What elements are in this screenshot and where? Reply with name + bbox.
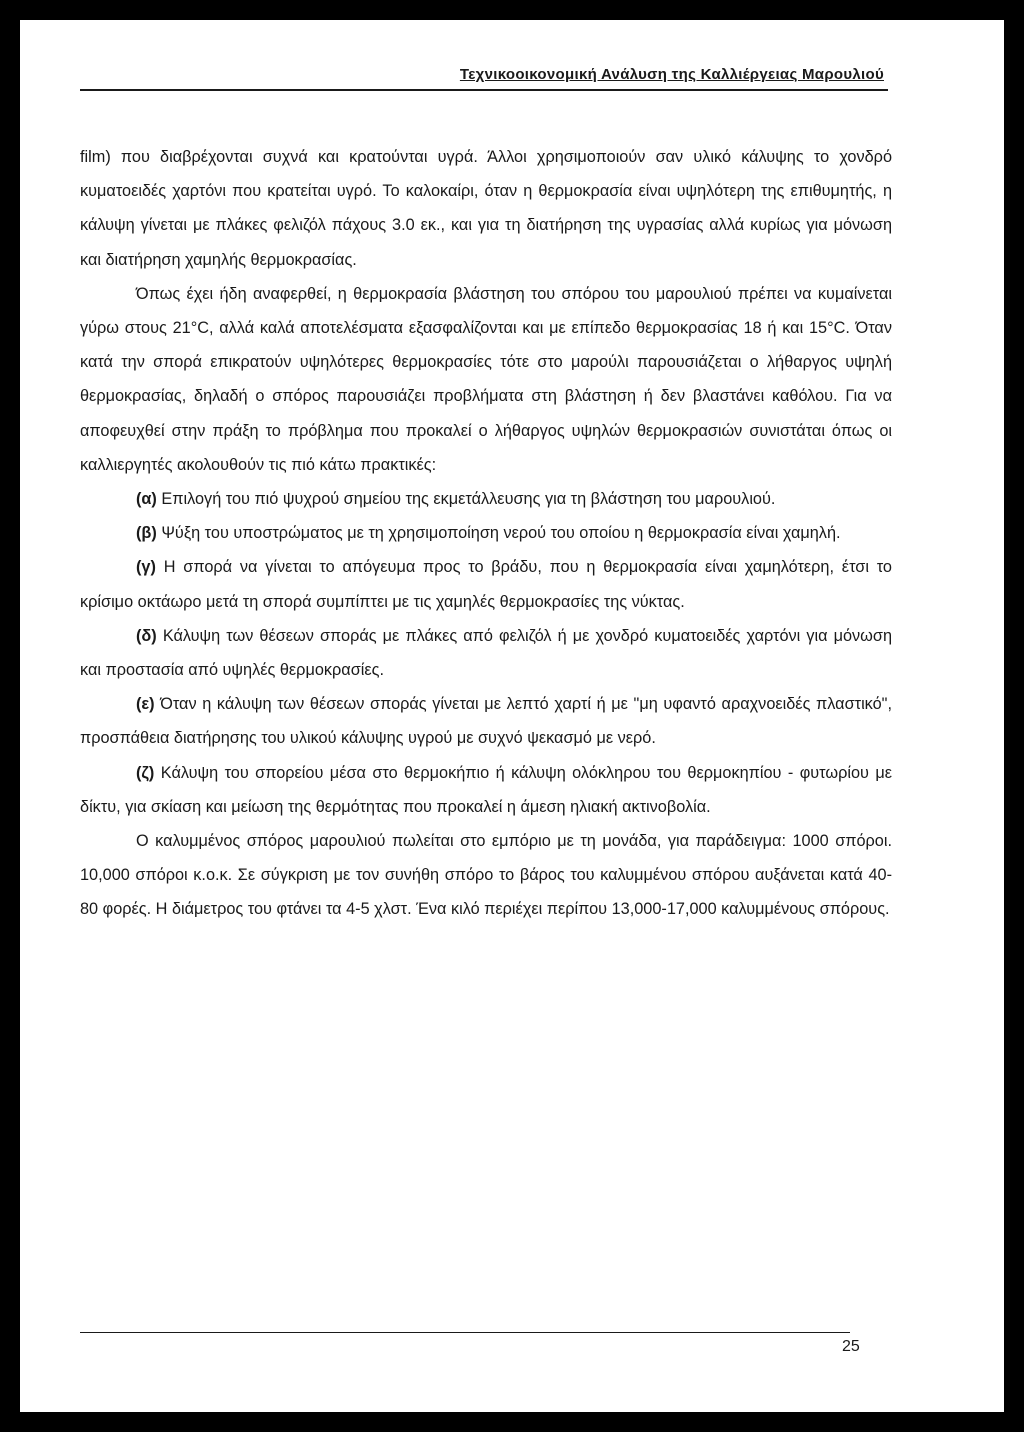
list-item-label: (β) [136,524,157,543]
list-item-e [80,687,892,755]
list-item-text: Κάλυψη του σπορείου μέσα στο θερμοκήπιο ή κάλυψη ολόκληρου του θερμοκηπίου - φυτωρίου με δίκτυ, για σκίαση και μείωση της θερμότητας που προκαλεί η άμεση ηλιακή ακτινοβολία. [80,763,892,816]
list-item-label: (δ) [136,626,157,645]
list-item-c [80,550,892,618]
paragraph-closing: Ο καλυμμένος σπόρος μαρουλιού πωλείται στο εμπόριο με τη μονάδα, για παράδειγμα: 1000 σπόροι. 10,000 σπόροι κ.ο.κ. Σε σύγκριση με τον συνήθη σπόρο το βάρος του καλυμμένου σπόρου αυξάνεται κατά 40-80 φορές. Η διάμετρος του φτάνει τα 4-5 χλστ. Ένα κιλό περιέχει περίπου 13,000-17,000 καλυμμένους σπόρους. [80,832,892,919]
header-divider [80,89,888,91]
list-item-text: Επιλογή του πιό ψυχρού σημείου της εκμετάλλευσης για τη βλάστηση του μαρουλιού. [161,490,776,509]
list-item-b [80,516,892,550]
paragraph-temperature: Όπως έχει ήδη αναφερθεί, η θερμοκρασία βλάστηση του σπόρου του μαρουλιού πρέπει να κυμαίνεται γύρω στους 21°C, αλλά καλά αποτελέσματα εξασφαλίζονται και με επίπεδο θερμοκρασίας 18 ή και 15°C. Όταν κατά την σπορά επικρατούν υψηλότερες θερμοκρασίες τότε στο μαρούλι παρουσιάζεται ο λήθαργος υψηλή θερμοκρασίας, δηλαδή ο σπόρος παρουσιάζει προβλήματα στη βλάστηση ή δεν βλαστάνει καθόλου. Για να αποφευχθεί στην πράξη το πρόβλημα που προκαλεί ο λήθαργος υψηλών θερμοκρασιών συνιστάται όπως οι καλλιεργητές ακολουθούν τις πιό κάτω πρακτικές: [80,284,892,474]
list-item-d [80,619,892,687]
body-text [80,140,892,927]
list-item-f [80,756,892,824]
list-item-label: (ζ) [136,763,155,782]
paragraph-continuation: film) που διαβρέχονται συχνά και κρατούνται υγρά. Άλλοι χρησιμοποιούν σαν υλικό κάλυψης το χονδρό κυματοειδές χαρτόνι που κρατείται υγρό. Το καλοκαίρι, όταν η θερμοκρασία είναι υψηλότερη της επιθυμητής, η κάλυψη γίνεται με πλάκες φελιζόλ πάχους 3.0 εκ., και για τη διατήρηση της υγρασίας αλλά κυρίως για μόνωση και διατήρηση χαμηλής θερμοκρασίας. [80,148,892,269]
list-item-label: (α) [136,490,157,509]
running-header-title: Τεχνικοοικονομική Ανάλυση της Καλλιέργειας Μαρουλιού [459,66,884,83]
list-item-label: (γ) [136,558,156,577]
list-item-text: Ψύξη του υποστρώματος με τη χρησιμοποίηση νερού του οποίου η θερμοκρασία είναι χαμηλή. [161,524,841,543]
footer-divider [80,1332,850,1333]
list-item-text: Όταν η κάλυψη των θέσεων σποράς γίνεται με λεπτό χαρτί ή με "μη υφαντό αραχνοειδές πλαστικό", προσπάθεια διατήρησης του υλικού κάλυψης υγρού με συχνό ψεκασμό με νερό. [80,695,892,748]
list-item-text: Κάλυψη των θέσεων σποράς με πλάκες από φελιζόλ ή με χονδρό κυματοειδές χαρτόνι για μόνωση και προστασία από υψηλές θερμοκρασίες. [80,626,892,680]
list-item-a [80,482,892,516]
list-item-label: (ε) [136,695,155,714]
page-number: 25 [842,1338,860,1355]
list-item-text: Η σπορά να γίνεται το απόγευμα προς το βράδυ, που η θερμοκρασία είναι χαμηλότερη, έτσι το κρίσιμο οκτάωρο μετά τη σπορά συμπίπτει με τις χαμηλές θερμοκρασίες της νύκτας. [80,558,892,611]
document-page [20,20,1004,1412]
